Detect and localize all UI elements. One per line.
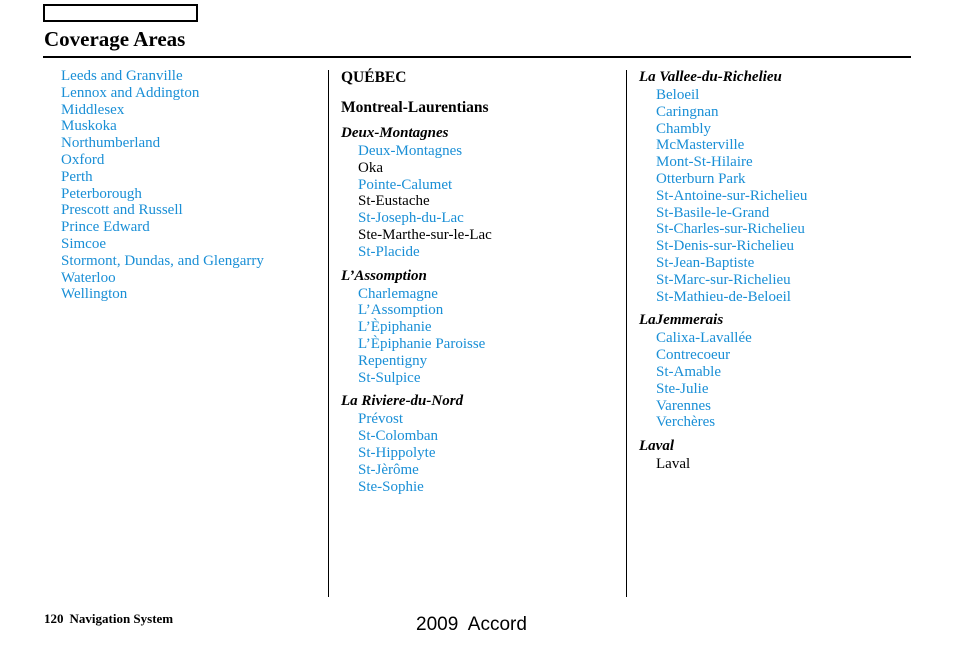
area-st-charles-sur-richelieu-link[interactable]: St-Charles-sur-Richelieu <box>656 221 805 238</box>
column-2-groups <box>341 124 621 495</box>
area-beloeil-link[interactable]: Beloeil <box>656 87 700 103</box>
subregion-heading-deux-montagnes: Deux-Montagnes <box>341 125 449 141</box>
area-mcmasterville-link[interactable]: McMasterville <box>656 137 745 154</box>
area-charlemagne-link[interactable]: Charlemagne <box>358 285 438 302</box>
subregion-list-lajemmerais <box>639 330 909 431</box>
area-oka: Oka <box>358 159 383 176</box>
area-mont-st-hilaire-link[interactable]: Mont-St-Hilaire <box>656 154 753 171</box>
area-caringnan-link[interactable]: Caringnan <box>656 103 719 120</box>
area-st-hippolyte-link[interactable]: St-Hippolyte <box>358 444 436 461</box>
area-st-eustache: St-Eustache <box>358 193 430 210</box>
subregion-list-la-riviere-du-nord <box>341 411 621 495</box>
area-northumberland-link[interactable]: Northumberland <box>61 135 161 152</box>
area-middlesex-link[interactable]: Middlesex <box>61 101 125 118</box>
area-st-antoine-sur-richelieu-link[interactable]: St-Antoine-sur-Richelieu <box>656 187 808 204</box>
area-st-colomban-link[interactable]: St-Colomban <box>358 428 439 445</box>
area-deux-montagnes-link[interactable]: Deux-Montagnes <box>358 143 463 159</box>
area-vercheres-link[interactable]: Verchères <box>656 414 716 431</box>
area-l-epiphanie-link[interactable]: L’Èpiphanie <box>358 319 432 336</box>
subregion-heading-l-assomption: L’Assomption <box>341 267 427 284</box>
area-ste-sophie-link[interactable]: Ste-Sophie <box>358 478 424 495</box>
area-ste-marthe-sur-le-lac: Ste-Marthe-sur-le-Lac <box>358 226 492 243</box>
area-st-placide-link[interactable]: St-Placide <box>358 243 420 260</box>
area-l-assomption-link[interactable]: L’Assomption <box>358 302 444 319</box>
area-st-jean-baptiste-link[interactable]: St-Jean-Baptiste <box>656 254 755 271</box>
subregion-list-laval <box>639 456 909 473</box>
column-1 <box>61 68 323 303</box>
area-st-joseph-du-lac-link[interactable]: St-Joseph-du-Lac <box>358 210 464 227</box>
area-stormont-dundas-and-glengarry-link[interactable]: Stormont, Dundas, and Glengarry <box>61 252 264 269</box>
subregion-list-l-assomption <box>341 286 621 387</box>
title-rule <box>43 56 911 58</box>
column-divider-2 <box>626 70 627 597</box>
area-prince-edward-link[interactable]: Prince Edward <box>61 219 150 236</box>
area-wellington-link[interactable]: Wellington <box>61 286 128 303</box>
area-contrecoeur-link[interactable]: Contrecoeur <box>656 347 731 364</box>
region-heading: Montreal-Laurentians <box>341 99 489 116</box>
subregion-heading-laval: Laval <box>639 438 674 455</box>
area-prevost-link[interactable]: Prévost <box>358 411 403 428</box>
area-ste-julie-link[interactable]: Ste-Julie <box>656 380 709 397</box>
area-st-sulpice-link[interactable]: St-Sulpice <box>358 369 421 386</box>
column-3-groups <box>639 68 909 473</box>
page-number: 120 <box>44 611 64 626</box>
area-st-amable-link[interactable]: St-Amable <box>656 363 721 380</box>
section-name: Navigation System <box>69 611 174 626</box>
area-l-epiphanie-paroisse-link[interactable]: L’Èpiphanie Paroisse <box>358 335 486 352</box>
subregion-heading-la-vallee-du-richelieu: La Vallee-du-Richelieu <box>639 69 782 85</box>
area-varennes-link[interactable]: Varennes <box>656 397 711 414</box>
area-lennox-and-addington-link[interactable]: Lennox and Addington <box>61 84 200 101</box>
area-st-marc-sur-richelieu-link[interactable]: St-Marc-sur-Richelieu <box>656 271 791 288</box>
page-title: Coverage Areas <box>44 27 186 51</box>
province-heading: QUÉBEC <box>341 69 407 86</box>
area-oxford-link[interactable]: Oxford <box>61 151 105 168</box>
area-laval: Laval <box>656 456 691 473</box>
area-st-jerome-link[interactable]: St-Jèrôme <box>358 461 419 478</box>
column-divider-1 <box>328 70 329 597</box>
area-pointe-calumet-link[interactable]: Pointe-Calumet <box>358 176 453 193</box>
area-calixa-lavallee-link[interactable]: Calixa-Lavallée <box>656 330 752 347</box>
column-3 <box>639 68 909 473</box>
area-repentigny-link[interactable]: Repentigny <box>358 352 428 369</box>
ontario-area-list <box>61 68 323 303</box>
area-muskoka-link[interactable]: Muskoka <box>61 118 117 135</box>
area-st-basile-le-grand-link[interactable]: St-Basile-le-Grand <box>656 204 770 221</box>
subregion-heading-lajemmerais: LaJemmerais <box>639 312 724 329</box>
area-perth-link[interactable]: Perth <box>61 168 93 185</box>
area-chambly-link[interactable]: Chambly <box>656 120 711 137</box>
area-st-mathieu-de-beloeil-link[interactable]: St-Mathieu-de-Beloeil <box>656 288 791 305</box>
subregion-heading-la-riviere-du-nord: La Riviere-du-Nord <box>341 393 464 410</box>
area-leeds-and-granville-link[interactable]: Leeds and Granville <box>61 68 183 84</box>
header-tab-box <box>43 4 198 22</box>
model-label: 2009 Accord <box>416 614 527 635</box>
subregion-list-la-vallee-du-richelieu <box>639 87 909 305</box>
area-prescott-and-russell-link[interactable]: Prescott and Russell <box>61 202 183 219</box>
area-otterburn-park-link[interactable]: Otterburn Park <box>656 170 746 187</box>
area-simcoe-link[interactable]: Simcoe <box>61 235 106 252</box>
column-2 <box>341 68 621 495</box>
footer-page-label <box>44 611 173 627</box>
area-peterborough-link[interactable]: Peterborough <box>61 185 142 202</box>
area-waterloo-link[interactable]: Waterloo <box>61 269 116 286</box>
subregion-list-deux-montagnes <box>341 143 621 261</box>
area-st-denis-sur-richelieu-link[interactable]: St-Denis-sur-Richelieu <box>656 238 795 255</box>
